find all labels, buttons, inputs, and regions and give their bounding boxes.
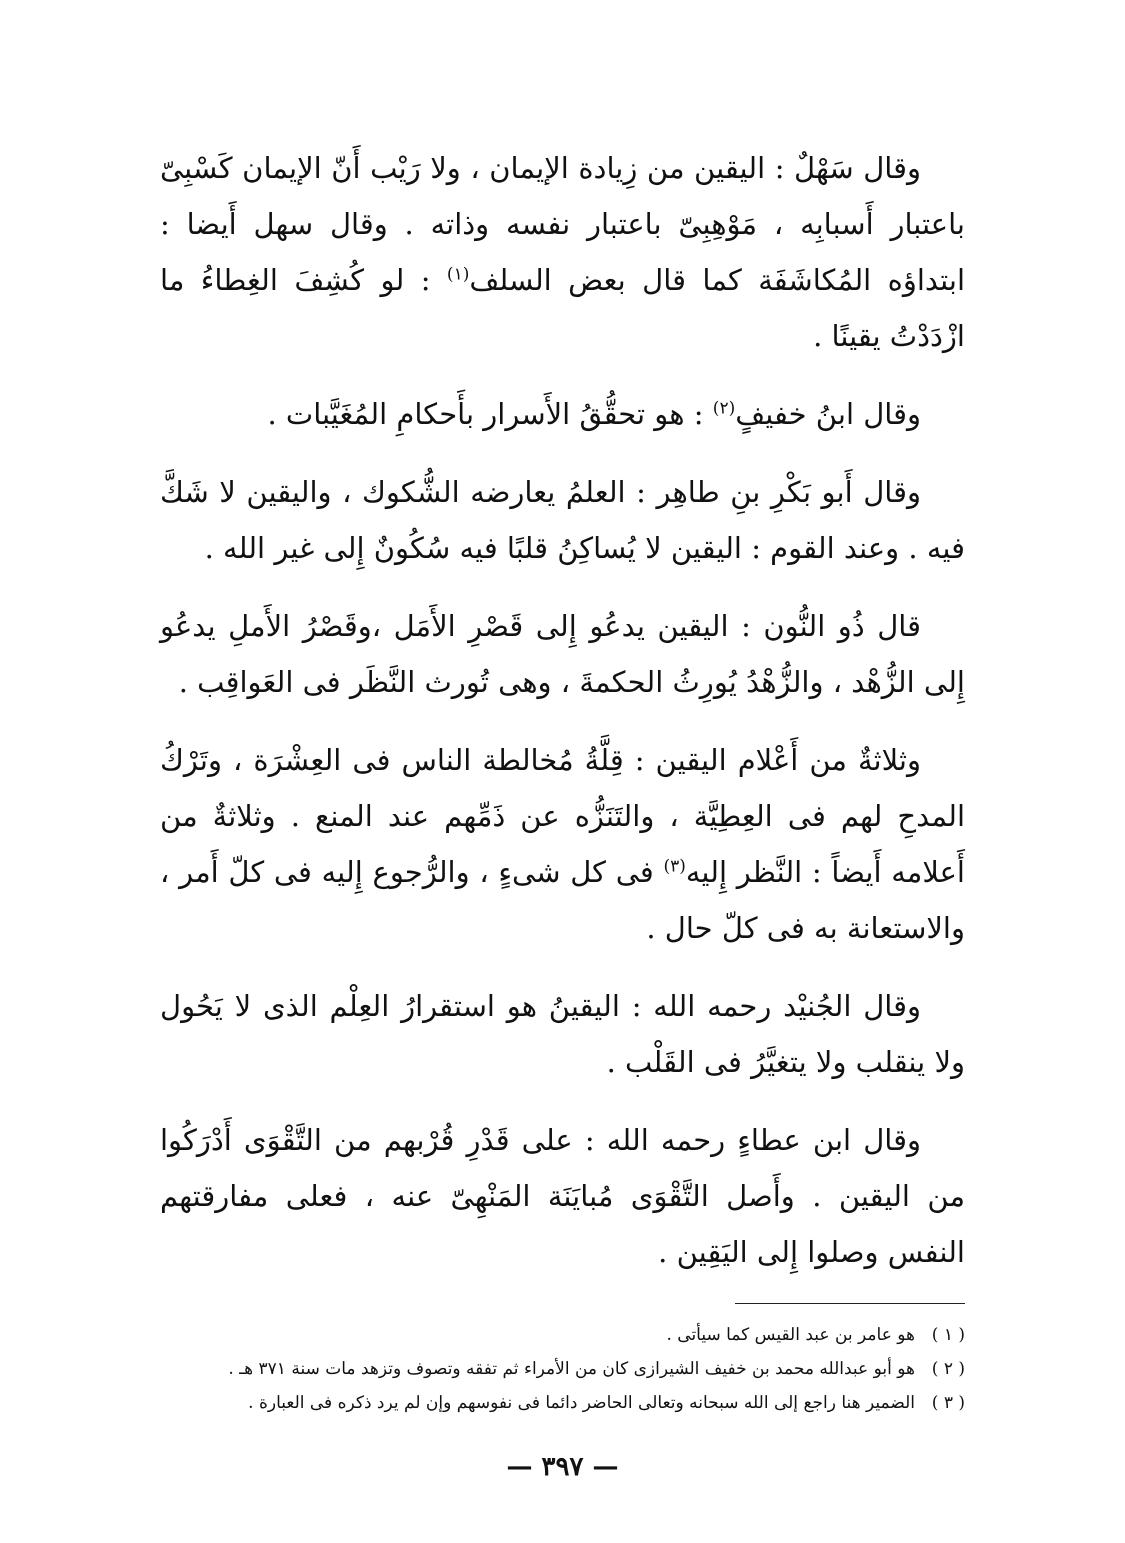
paragraph-text: وقال ابن عطاءٍ رحمه الله : على قَدْرِ قُرْبهم من التَّقْوَى أَدْرَكُوا من اليقين . وأَصل التَّقْوَى مُبايَنَة المَنْهِىّ عنه ، فعلى مفارقتهم النفس وصلوا إِلى اليَقِين . xyxy=(160,1123,965,1269)
paragraph-text: وقال أَبو بَكْرِ بنِ طاهِر : العلمُ يعارضه الشُّكوك ، واليقين لا شَكَّ فيه . وعند القوم : اليقين لا يُساكِنُ قلبًا فيه سُكُونٌ إِلى غير الله . xyxy=(160,475,965,565)
paragraph-text-after: فى كل شىءٍ ، والرُّجوع إِليه فى كلّ أَمر ، والاستعانة به فى كلّ حال . xyxy=(160,855,965,945)
footnote-divider xyxy=(735,1303,965,1304)
paragraph-ibn-khafif xyxy=(160,386,965,442)
footnote-3 xyxy=(160,1386,965,1420)
footnote-text: هو عامر بن عبد القيس كما سيأتى . xyxy=(666,1325,915,1345)
paragraph-text: قال ذُو النُّون : اليقين يدعُو إِلى قَصْرِ الأَمَل ،وقَصْرُ الأَملِ يدعُو إِلى الزُّهْد ، والزُّهْدُ يُورِثُ الحكمةَ ، وهى تُورث النَّظَر فى العَواقِب . xyxy=(160,609,965,699)
paragraph-text-after: : لو كُشِفَ الغِطاءُ ما ازْدَدْتُ يقينًا . xyxy=(160,263,965,353)
paragraph-abu-bakr xyxy=(160,464,965,576)
paragraph-ibn-ata xyxy=(160,1112,965,1280)
paragraph-sahl xyxy=(160,140,965,364)
footnote-ref: (٣) xyxy=(663,856,686,877)
paragraph-text: وقال سَهْلٌ : اليقين من زِيادة الإيمان ، ولا رَيْب أَنّ الإيمان كَسْبِىّ باعتبار أَسبابِه ، مَوْهِبِىّ باعتبار نفسه وذاته . وقال سهل أَيضا : ابتداؤه المُكاشَفَة كما قال بعض السلف xyxy=(160,151,965,297)
footnote-2 xyxy=(160,1352,965,1386)
footnote-number: ( ١ ) xyxy=(931,1325,965,1345)
footnote-ref: (١) xyxy=(446,264,470,285)
footnote-text: الضمير هنا راجع إلى الله سبحانه وتعالى الحاضر دائما فى نفوسهم وإن لم يرد ذكره فى العبارة . xyxy=(248,1393,915,1413)
footnote-number: ( ٣ ) xyxy=(931,1393,965,1413)
body-text xyxy=(160,140,965,1280)
page-number: — ٣٩٧ — xyxy=(506,1452,619,1482)
footnote-text: هو أبو عبدالله محمد بن خفيف الشيرازى كان من الأمراء ثم تفقه وتصوف وتزهد مات سنة ٣٧١ هـ . xyxy=(228,1359,915,1379)
paragraph-dhu-al-nun xyxy=(160,598,965,710)
paragraph-text: وقال الجُنيْد رحمه الله : اليقينُ هو استقرارُ العِلْم الذى لا يَحُول ولا ينقلب ولا يتغيَّرُ فى القَلْب . xyxy=(160,989,965,1079)
footnote-1 xyxy=(160,1318,965,1352)
footnote-number: ( ٢ ) xyxy=(931,1359,965,1379)
paragraph-text: وثلاثةٌ من أَعْلام اليقين : قِلَّةُ مُخالطة الناس فى العِشْرَة ، وتَرْكُ المدحِ لهم فى العِطِيَّة ، والتَنَزُّه عن ذَمِّهم عند المنع . وثلاثةٌ من أَعلامه أَيضاً : النَّظر إِليه xyxy=(160,743,965,889)
paragraph-text: وقال ابنُ خفيفٍ xyxy=(735,397,921,431)
footnotes xyxy=(160,1318,965,1420)
paragraph-signs-of-certainty xyxy=(160,732,965,956)
paragraph-text-after: : هو تحقُّقُ الأَسرار بأَحكامِ المُغَيَّبات . xyxy=(267,397,713,431)
footnote-ref: (٢) xyxy=(712,398,736,419)
paragraph-junayd xyxy=(160,978,965,1090)
